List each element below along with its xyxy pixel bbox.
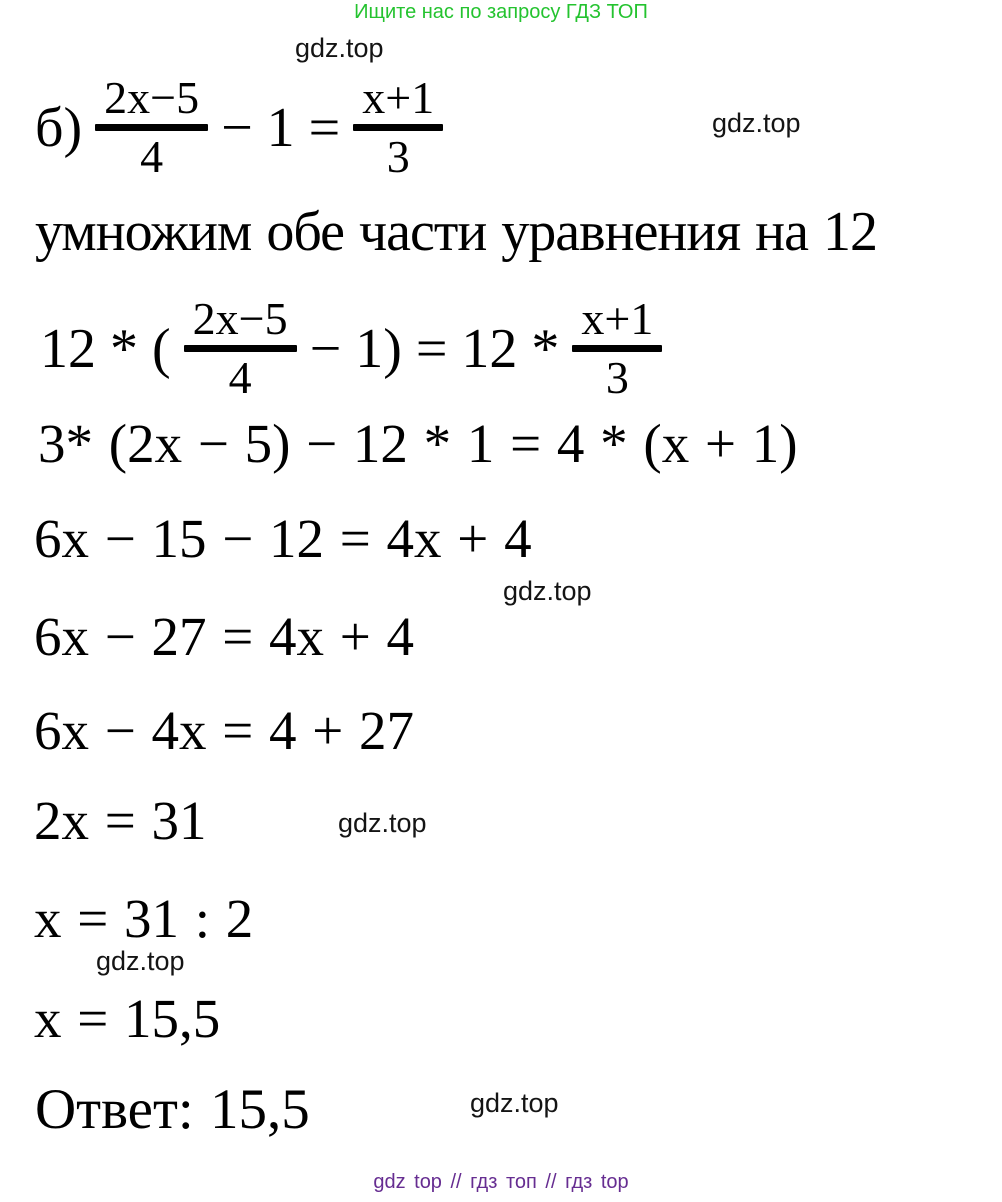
fraction-bar <box>95 124 208 131</box>
operator-text: − 1 = <box>221 96 341 159</box>
fraction-bar <box>353 124 443 131</box>
equation-given <box>35 72 443 182</box>
promo-banner: Ищите нас по запросу ГДЗ ТОП <box>354 1 648 23</box>
fraction-numerator: 2x−5 <box>104 72 200 123</box>
operator-text: 12 * ( <box>40 317 171 380</box>
watermark-gdz-top: gdz.top <box>712 108 801 138</box>
watermark-gdz-top: gdz.top <box>295 33 384 63</box>
equation-step: 6x − 4x = 4 + 27 <box>34 700 415 761</box>
step-note: умножим обе части уравнения на 12 <box>35 201 877 263</box>
fraction-denominator: 3 <box>386 131 410 182</box>
fraction-bar <box>572 345 662 352</box>
fraction-numerator: x+1 <box>581 293 654 344</box>
fraction <box>572 293 662 403</box>
fraction-denominator: 4 <box>228 352 252 403</box>
equation-step: 3* (2x − 5) − 12 * 1 = 4 * (x + 1) <box>38 413 798 474</box>
watermark-gdz-top: gdz.top <box>470 1088 559 1118</box>
equation-multiplied <box>40 293 662 403</box>
fraction <box>95 72 208 182</box>
equation-step: x = 31 : 2 <box>34 888 254 949</box>
fraction-numerator: x+1 <box>362 72 435 123</box>
equation-step: x = 15,5 <box>34 988 221 1049</box>
fraction-denominator: 4 <box>140 131 164 182</box>
fraction <box>184 293 297 403</box>
part-label: б) <box>35 96 83 159</box>
equation-step: 6x − 15 − 12 = 4x + 4 <box>34 508 532 569</box>
fraction-numerator: 2x−5 <box>192 293 288 344</box>
fraction-bar <box>184 345 297 352</box>
watermark-gdz-top: gdz.top <box>503 576 592 606</box>
equation-step: 2x = 31 <box>34 790 207 851</box>
watermark-gdz-top: gdz.top <box>96 946 185 976</box>
fraction <box>353 72 443 182</box>
watermark-gdz-top: gdz.top <box>338 808 427 838</box>
operator-text: − 1) = 12 * <box>309 317 560 380</box>
equation-step: 6x − 27 = 4x + 4 <box>34 606 415 667</box>
footer-tags: gdz top // гдз топ // гдз top <box>373 1171 629 1193</box>
fraction-denominator: 3 <box>605 352 629 403</box>
answer-line: Ответ: 15,5 <box>35 1078 310 1141</box>
